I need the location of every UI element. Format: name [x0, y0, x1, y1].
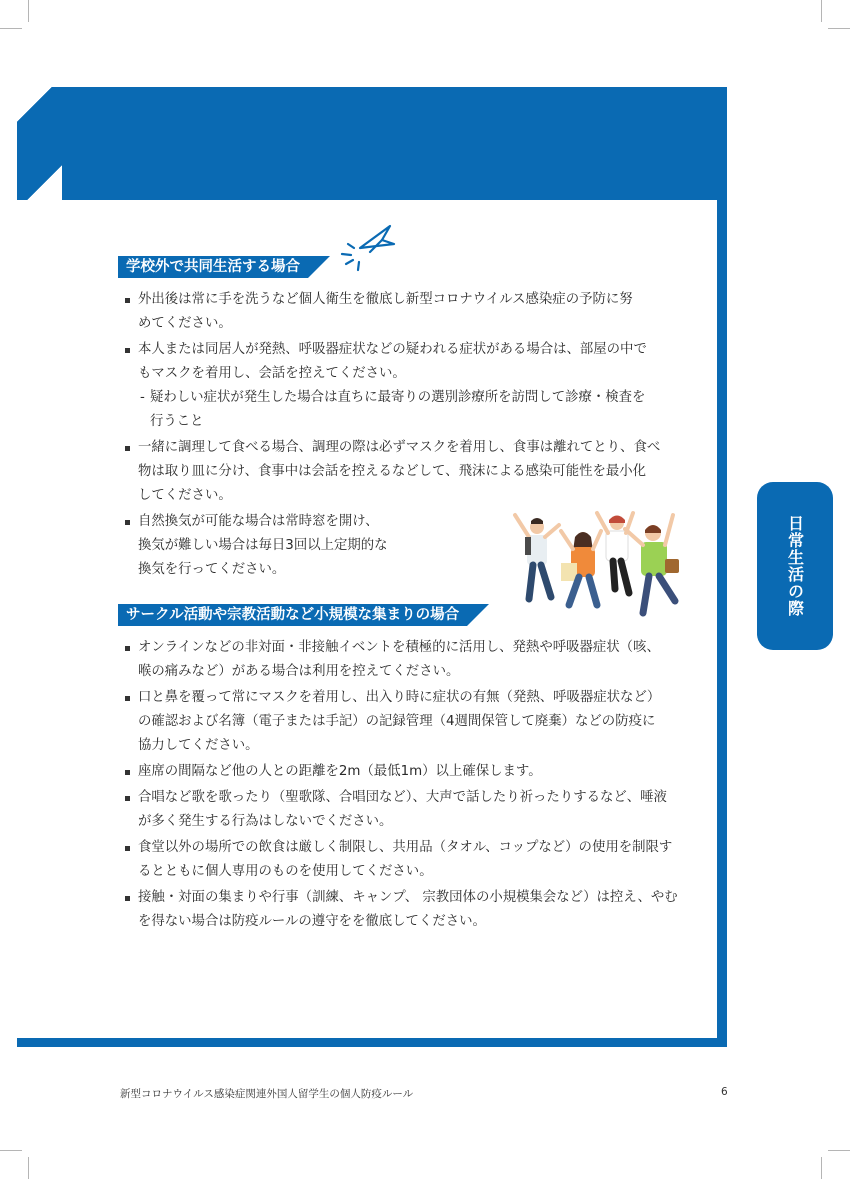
header-band: [17, 87, 727, 200]
sub-list-item: - 疑わしい症状が発生した場合は直ちに最寄りの選別診療所を訪問して診療・検査を 行うこと: [124, 386, 684, 434]
footer-title: 新型コロナウイルス感染症関連外国人留学生の個人防疫ルール: [120, 1088, 414, 1100]
side-tab-label: 日常生活の際: [785, 515, 805, 617]
list-item: 本人または同居人が発熱、呼吸器症状などの疑われる症状がある場合は、部屋の中で もマスクを着用し、会話を控えてください。: [124, 338, 684, 386]
section1-heading: [118, 256, 330, 278]
section2-title: サークル活動や宗教活動など小規模な集まりの場合: [118, 604, 467, 626]
section2-heading: [118, 604, 489, 626]
crop-mark: [0, 28, 22, 29]
crop-mark: [821, 0, 822, 22]
heading-tip: [308, 256, 330, 278]
bullet-icon: [125, 646, 130, 651]
list-item: 座席の間隔など他の人との距離を2m（最低1m）以上確保します。: [124, 760, 684, 784]
page-number: 6: [721, 1086, 728, 1098]
list-item: 食堂以外の場所での飲食は厳しく制限し、共用品（タオル、コップなど）の使用を制限す るとともに個人専用のものを使用してください。: [124, 836, 684, 884]
bullet-icon: [125, 770, 130, 775]
crop-mark: [821, 1157, 822, 1179]
list-item: オンラインなどの非対面・非接触イベントを積極的に活用し、発熱や呼吸器症状（咳、 喉の痛みなど）がある場合は利用を控えてください。: [124, 636, 684, 684]
list-item: 合唱など歌を歌ったり（聖歌隊、合唱団など）、大声で話したり祈ったりするなど、唾液 が多く発生する行為はしないでください。: [124, 786, 684, 834]
crop-mark: [28, 1157, 29, 1179]
list-item: 自然換気が可能な場合は常時窓を開け、 換気が難しい場合は毎日3回以上定期的な 換気を行ってください。: [124, 510, 684, 582]
side-tab: [757, 482, 833, 650]
dash-marker: -: [140, 390, 145, 405]
jumping-people-illustration: [505, 505, 693, 623]
list-item: 一緒に調理して食べる場合、調理の際は必ずマスクを着用し、食事は離れてとり、食べ 物は取り皿に分け、食事中は会話を控えるなどして、飛沫による感染可能性を最小化 してください。: [124, 436, 684, 508]
bullet-icon: [125, 348, 130, 353]
header-band-notch: [17, 87, 62, 200]
crop-mark: [828, 28, 850, 29]
section2-list: [124, 636, 684, 934]
list-item: 外出後は常に手を洗うなど個人衛生を徹底し新型コロナウイルス感染症の予防に努 めてください。: [124, 288, 684, 336]
crop-mark: [828, 1150, 850, 1151]
heading-tip: [467, 604, 489, 626]
bullet-icon: [125, 846, 130, 851]
crop-mark: [0, 1150, 22, 1151]
frame-right-bar: [717, 200, 727, 1038]
list-item: 接触・対面の集まりや行事（訓練、キャンプ、 宗教団体の小規模集会など）は控え、やむ を得ない場合は防疫ルールの遵守をを徹底してください。: [124, 886, 684, 934]
bullet-icon: [125, 896, 130, 901]
bullet-icon: [125, 446, 130, 451]
section1-title: 学校外で共同生活する場合: [118, 256, 308, 278]
bullet-icon: [125, 796, 130, 801]
bullet-icon: [125, 696, 130, 701]
cursor-burst-icon: [338, 218, 396, 274]
crop-mark: [28, 0, 29, 22]
frame-bottom-bar: [17, 1038, 727, 1047]
bullet-icon: [125, 520, 130, 525]
bullet-icon: [125, 298, 130, 303]
list-item: 口と鼻を覆って常にマスクを着用し、出入り時に症状の有無（発熱、呼吸器症状など） の確認および名簿（電子または手記）の記録管理（4週間保管して廃棄）などの防疫に 協力してください。: [124, 686, 684, 758]
